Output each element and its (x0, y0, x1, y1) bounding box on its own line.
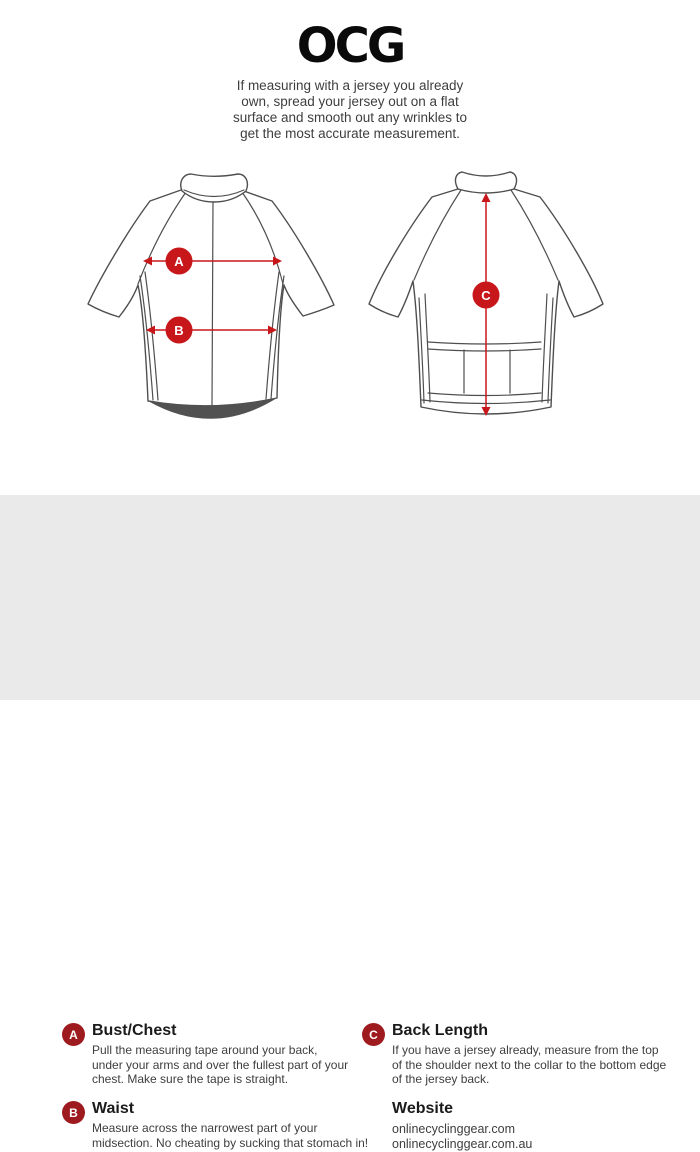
legend-marker-c: C (362, 1023, 385, 1046)
legend-desc-back-length: If you have a jersey already, measure from the top of the shoulder next to the collar to the bottom edge of the jersey back. (392, 1043, 667, 1086)
legend-marker-b: B (62, 1101, 85, 1124)
website-block (392, 1099, 672, 1152)
back-collar (455, 172, 516, 193)
legend-footer (0, 495, 700, 1151)
front-jersey-outline (88, 186, 334, 406)
legend-desc-bust-chest: Pull the measuring tape around your back, under your arms and over the fullest part of your chest. Make sure the tape is straight. (92, 1043, 349, 1086)
marker-b-letter: B (174, 323, 184, 338)
front-jersey-diagram (88, 174, 334, 419)
marker-c-letter: C (481, 288, 491, 303)
legend-title-waist: Waist (92, 1100, 135, 1117)
legend-item-back-length (362, 1021, 682, 1087)
legend-title-bust-chest: Bust/Chest (92, 1022, 177, 1039)
legend-item-bust-chest (62, 1021, 372, 1087)
legend-marker-a: A (62, 1023, 85, 1046)
jersey-measurement-diagram (0, 0, 700, 500)
legend-item-waist (62, 1099, 382, 1150)
legend-desc-waist: Measure across the narrowest part of your midsection. No cheating by sucking that stomach in! (92, 1121, 369, 1150)
legend-title-back-length: Back Length (392, 1022, 489, 1039)
back-jersey-diagram (369, 172, 603, 416)
marker-a-letter: A (174, 254, 184, 269)
intro-text: If measuring with a jersey you already own, spread your jersey out on a flat surface and smooth out any wrinkles to get the most accurate measurement. (232, 78, 468, 141)
website-title: Website (392, 1100, 454, 1117)
ocg-logo: OCG (296, 18, 404, 74)
website-urls: onlinecyclinggear.com onlinecyclinggear.com.au (392, 1122, 533, 1151)
